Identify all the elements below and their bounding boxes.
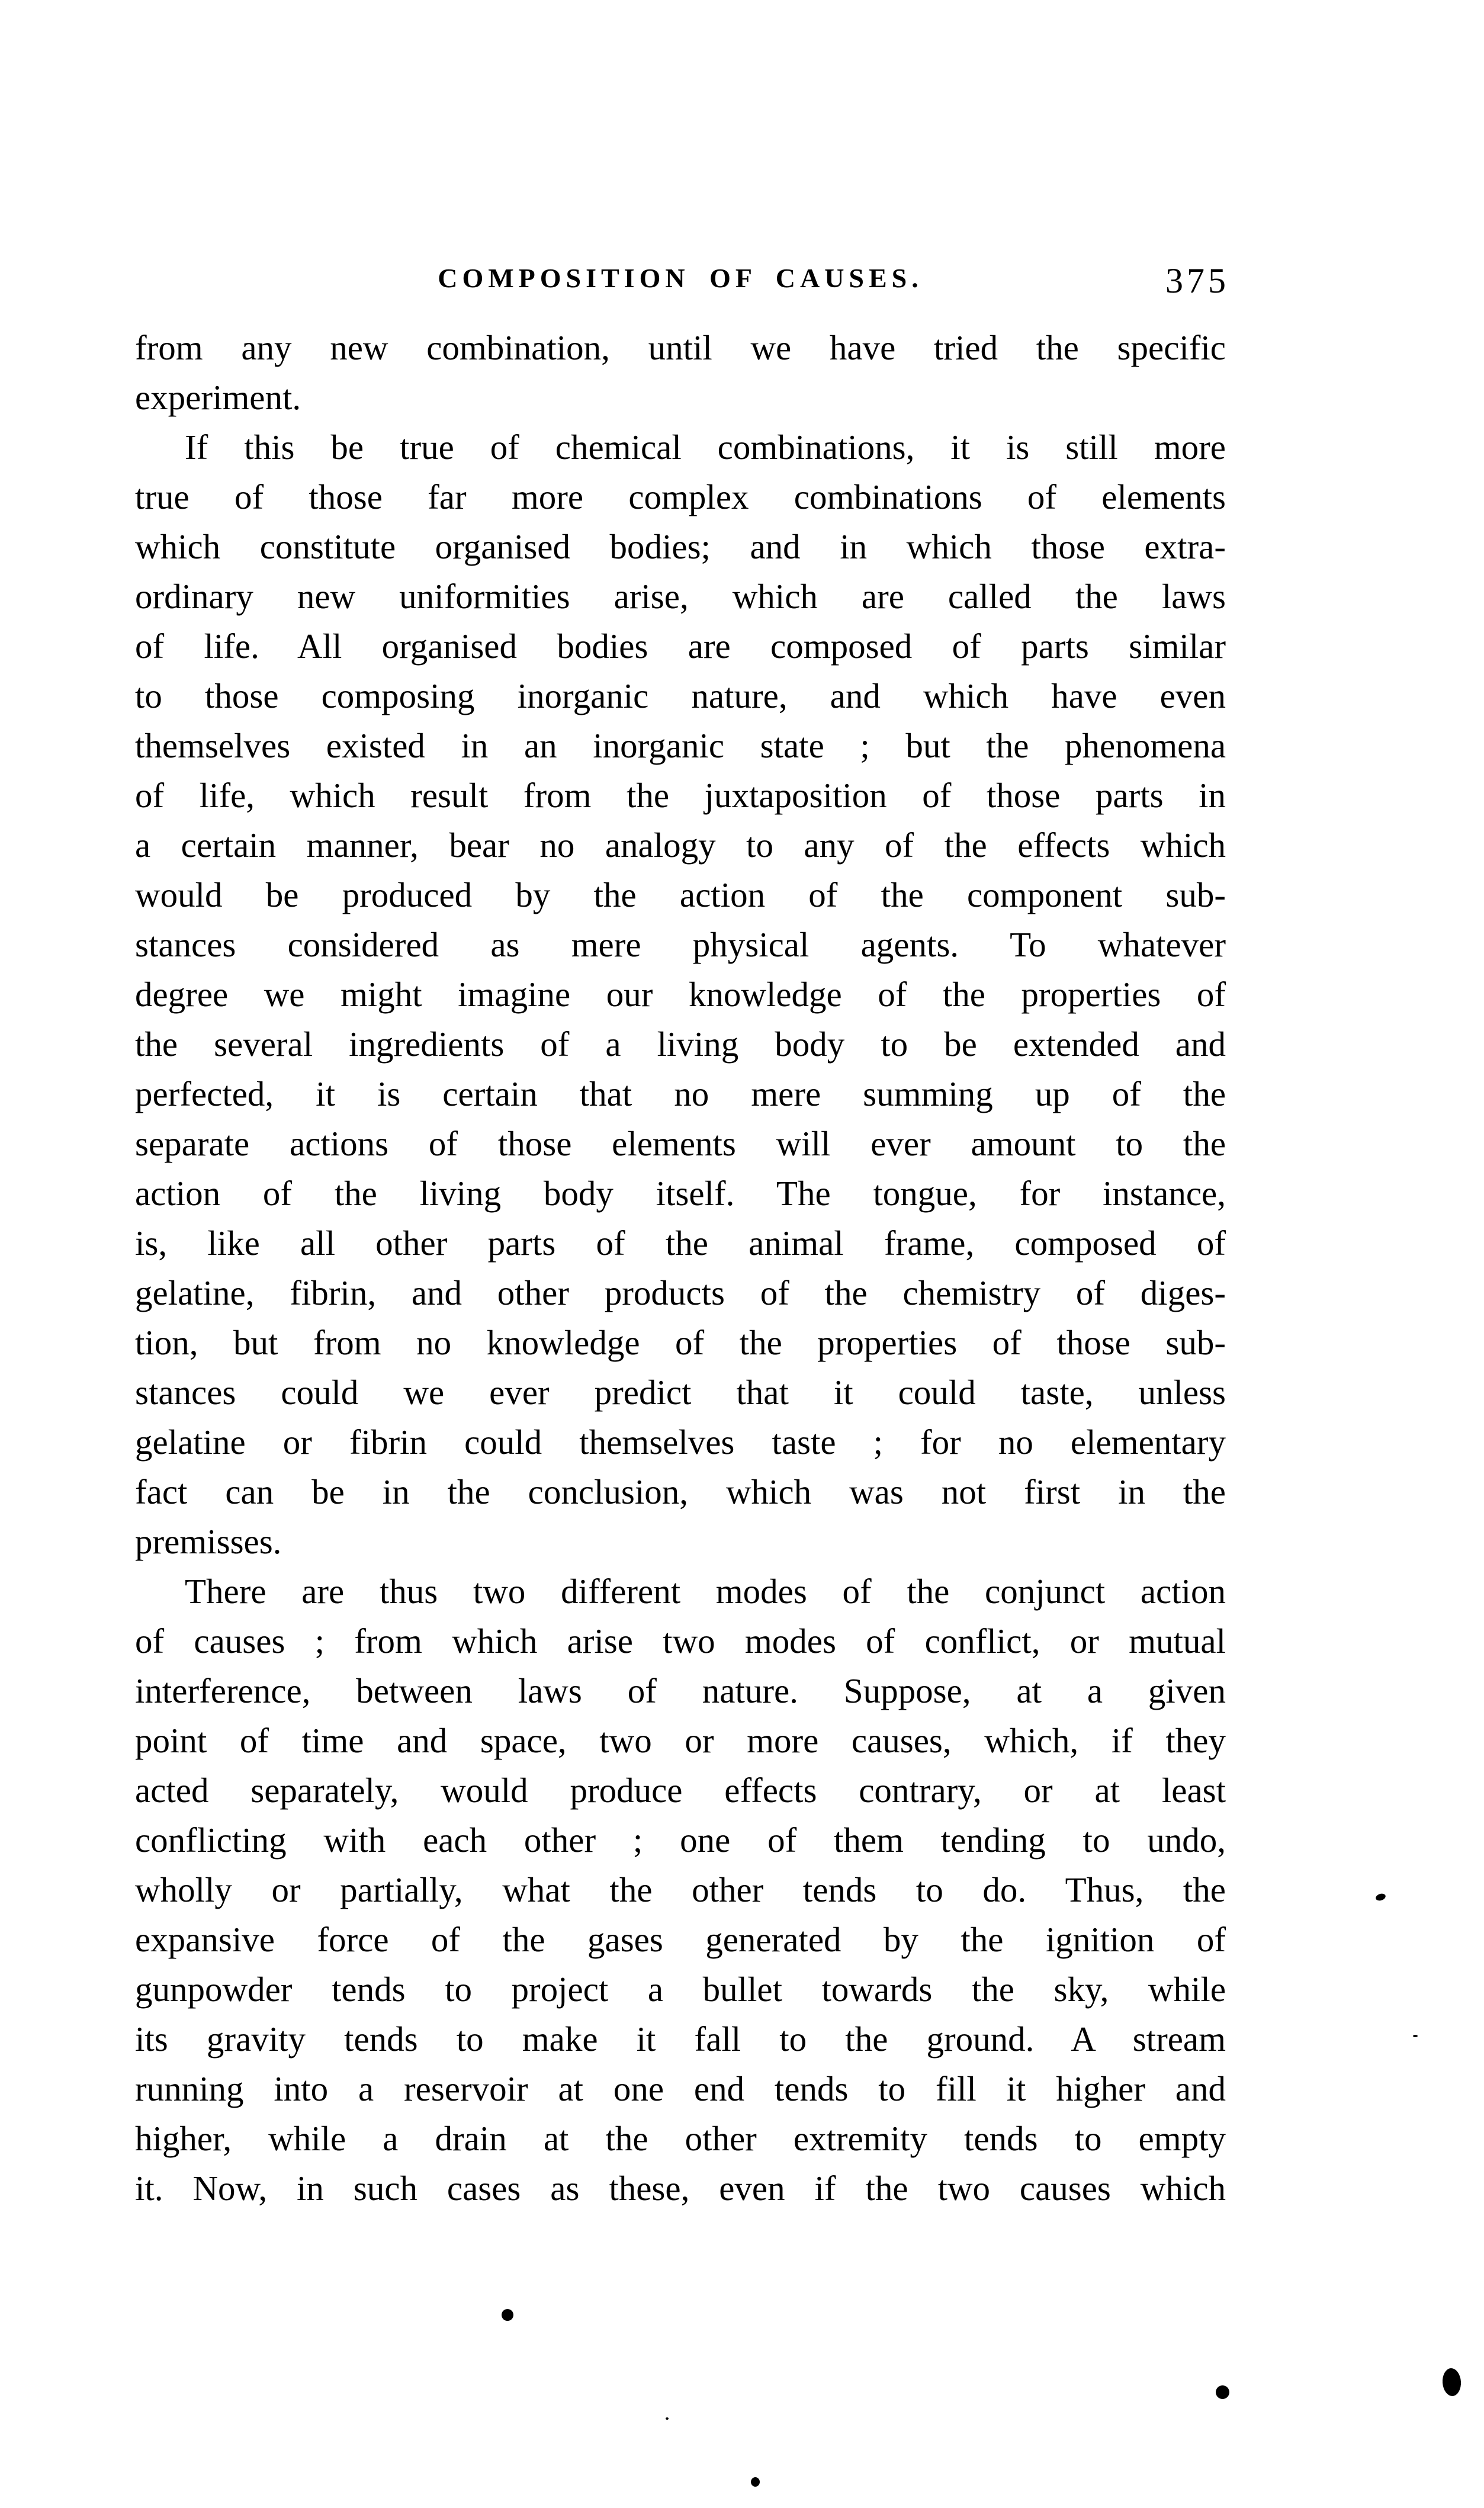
text-line: experiment. — [135, 378, 301, 417]
text-line: point of time and space, two or more causes, which, if they — [135, 1721, 1226, 1760]
text-line: stances could we ever predict that it could taste, unless — [135, 1373, 1226, 1412]
text-line: is, like all other parts of the animal frame, composed of — [135, 1224, 1226, 1263]
text-line: would be produced by the action of the component sub- — [135, 875, 1226, 914]
text-line: a certain manner, bear no analogy to any of the effects which — [135, 826, 1226, 865]
body-text-block — [135, 323, 1226, 2213]
ink-spot — [1441, 2368, 1461, 2397]
ink-spot — [502, 2309, 513, 2321]
text-line: of life. All organised bodies are composed of parts similar — [135, 627, 1226, 666]
text-line: gunpowder tends to project a bullet towards the sky, while — [135, 1970, 1226, 2009]
text-line: themselves existed in an inorganic state ; but the phenomena — [135, 726, 1226, 765]
text-line: tion, but from no knowledge of the properties of those sub- — [135, 1323, 1226, 1362]
text-line: to those composing inorganic nature, and which have even — [135, 676, 1226, 715]
text-line: If this be true of chemical combinations, it is still more — [185, 428, 1226, 467]
text-line: There are thus two different modes of the conjunct action — [185, 1572, 1226, 1611]
page-number: 375 — [1165, 261, 1229, 300]
text-line: acted separately, would produce effects contrary, or at least — [135, 1771, 1226, 1810]
text-line: which constitute organised bodies; and in which those extra- — [135, 527, 1226, 566]
ink-spot — [1216, 2385, 1229, 2399]
text-line: from any new combination, until we have tried the specific — [135, 328, 1226, 367]
text-line: premisses. — [135, 1522, 282, 1561]
text-line: gelatine or fibrin could themselves taste ; for no elementary — [135, 1422, 1226, 1462]
text-line: stances considered as mere physical agents. To whatever — [135, 925, 1226, 964]
text-line: true of those far more complex combinations of elements — [135, 477, 1226, 516]
text-line: ordinary new uniformities arise, which are called the laws — [135, 577, 1226, 616]
text-line: higher, while a drain at the other extremity tends to empty — [135, 2119, 1226, 2158]
text-line: conflicting with each other ; one of them tending to undo, — [135, 1820, 1226, 1860]
ink-spot — [1413, 2035, 1418, 2037]
text-line: its gravity tends to make it fall to the ground. A stream — [135, 2019, 1226, 2059]
text-line: separate actions of those elements will ever amount to the — [135, 1124, 1226, 1163]
text-line: of life, which result from the juxtaposition of those parts in — [135, 776, 1226, 815]
text-line: the several ingredients of a living body to be extended and — [135, 1025, 1226, 1064]
text-line: fact can be in the conclusion, which was not first in the — [135, 1472, 1226, 1511]
text-line: wholly or partially, what the other tends to do. Thus, the — [135, 1870, 1226, 1909]
ink-spot — [1375, 1893, 1387, 1902]
ink-spot — [666, 2417, 669, 2420]
text-line: interference, between laws of nature. Suppose, at a given — [135, 1671, 1226, 1710]
text-line: it. Now, in such cases as these, even if the two causes which — [135, 2169, 1226, 2208]
running-header-title: COMPOSITION OF CAUSES. — [438, 263, 923, 293]
ink-spot — [751, 2477, 760, 2487]
text-line: of causes ; from which arise two modes of conflict, or mutual — [135, 1621, 1226, 1661]
text-line: running into a reservoir at one end tends to fill it higher and — [135, 2069, 1226, 2108]
text-line: action of the living body itself. The tongue, for instance, — [135, 1174, 1226, 1213]
text-line: gelatine, fibrin, and other products of the chemistry of diges- — [135, 1273, 1226, 1312]
text-line: perfected, it is certain that no mere summing up of the — [135, 1074, 1226, 1113]
text-line: expansive force of the gases generated by the ignition of — [135, 1920, 1226, 1959]
text-line: degree we might imagine our knowledge of the properties of — [135, 975, 1226, 1014]
